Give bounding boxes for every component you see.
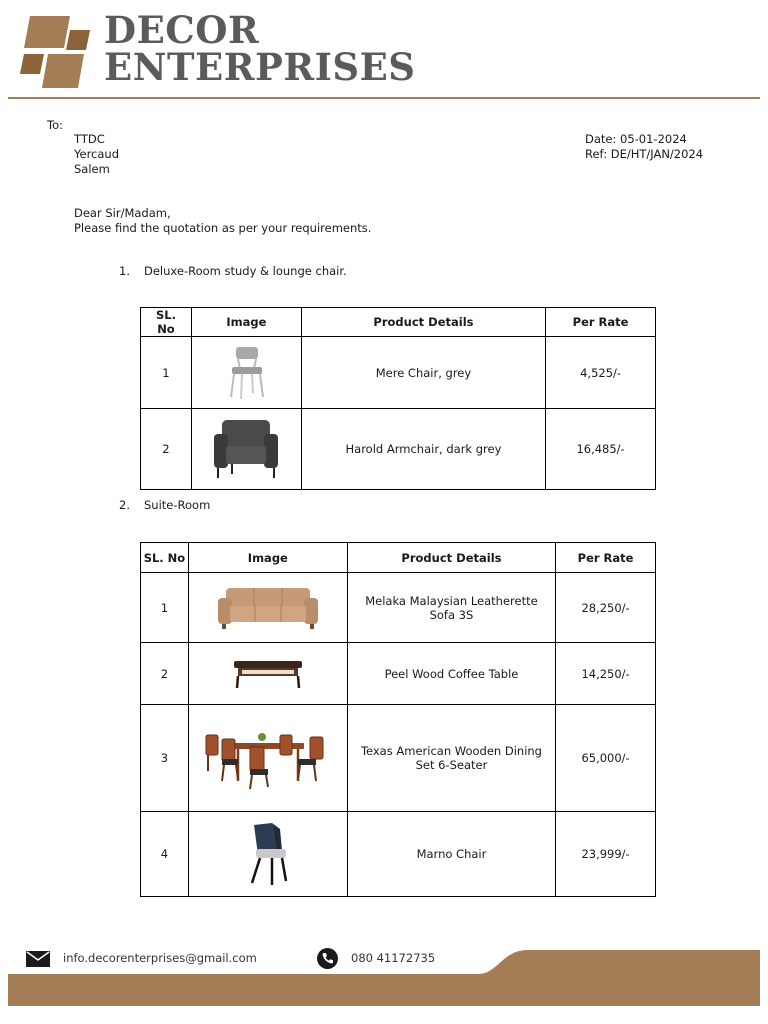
table-row [141,573,656,643]
header-sl-no: SL. No [141,543,189,573]
to-label: To: [47,118,63,132]
envelope-icon [26,951,50,967]
section-1-table [140,307,656,490]
company-name [104,8,416,89]
row-sl: 2 [141,643,189,705]
recipient-line-1: TTDC [74,132,105,146]
letter-date: Date: 05-01-2024 [585,132,687,146]
row-details: Peel Wood Coffee Table [347,643,555,705]
row-rate: 23,999/- [556,812,656,897]
salutation: Dear Sir/Madam, [74,206,171,220]
table-row [141,705,656,812]
section-1-number: 1. [119,264,130,278]
grey-chair-image [216,343,276,403]
row-image [188,573,347,643]
row-sl: 2 [141,409,192,490]
row-details: Mere Chair, grey [301,337,545,409]
company-name-line2: ENTERPRISES [104,45,416,89]
row-details: Harold Armchair, dark grey [301,409,545,490]
footer-phone[interactable]: 080 41172735 [351,951,436,965]
section-2-table [140,542,656,897]
coffee-table-image [232,657,304,691]
header-product-details: Product Details [301,308,545,337]
blue-chair-image [242,821,294,887]
row-image [188,812,347,897]
row-details: Melaka Malaysian Leatherette Sofa 3S [347,573,555,643]
row-image [191,409,301,490]
table-header-row [141,308,656,337]
row-sl: 3 [141,705,189,812]
company-name-line1: DECOR [104,8,260,52]
row-rate: 65,000/- [556,705,656,812]
header-image: Image [188,543,347,573]
letter-ref: Ref: DE/HT/JAN/2024 [585,147,704,161]
header-product-details: Product Details [347,543,555,573]
row-sl: 1 [141,337,192,409]
table-row [141,643,656,705]
dining-set-image [202,725,334,791]
row-image [188,705,347,812]
company-logo [18,16,92,90]
row-details: Marno Chair [347,812,555,897]
table-row [141,812,656,897]
section-1-title: Deluxe-Room study & lounge chair. [144,264,347,278]
row-rate: 4,525/- [546,337,656,409]
header-per-rate: Per Rate [556,543,656,573]
row-rate: 28,250/- [556,573,656,643]
table-row [141,409,656,490]
footer-email[interactable]: info.decorenterprises@gmail.com [63,951,257,965]
row-details: Texas American Wooden Dining Set 6-Seater [347,705,555,812]
row-rate: 16,485/- [546,409,656,490]
row-image [188,643,347,705]
row-sl: 4 [141,812,189,897]
phone-icon [317,948,338,969]
row-image [191,337,301,409]
header-per-rate: Per Rate [546,308,656,337]
table-row [141,337,656,409]
section-2-title: Suite-Room [144,498,211,512]
row-sl: 1 [141,573,189,643]
dark-grey-armchair-image [210,416,282,482]
recipient-line-2: Yercaud [74,147,120,161]
row-rate: 14,250/- [556,643,656,705]
intro-line: Please find the quotation as per your requirements. [74,221,372,235]
header-divider [8,97,760,99]
table-header-row [141,543,656,573]
header-sl-no: SL. No [141,308,192,337]
beige-sofa-image [216,584,320,632]
header-image: Image [191,308,301,337]
section-2-number: 2. [119,498,130,512]
recipient-line-3: Salem [74,162,110,176]
